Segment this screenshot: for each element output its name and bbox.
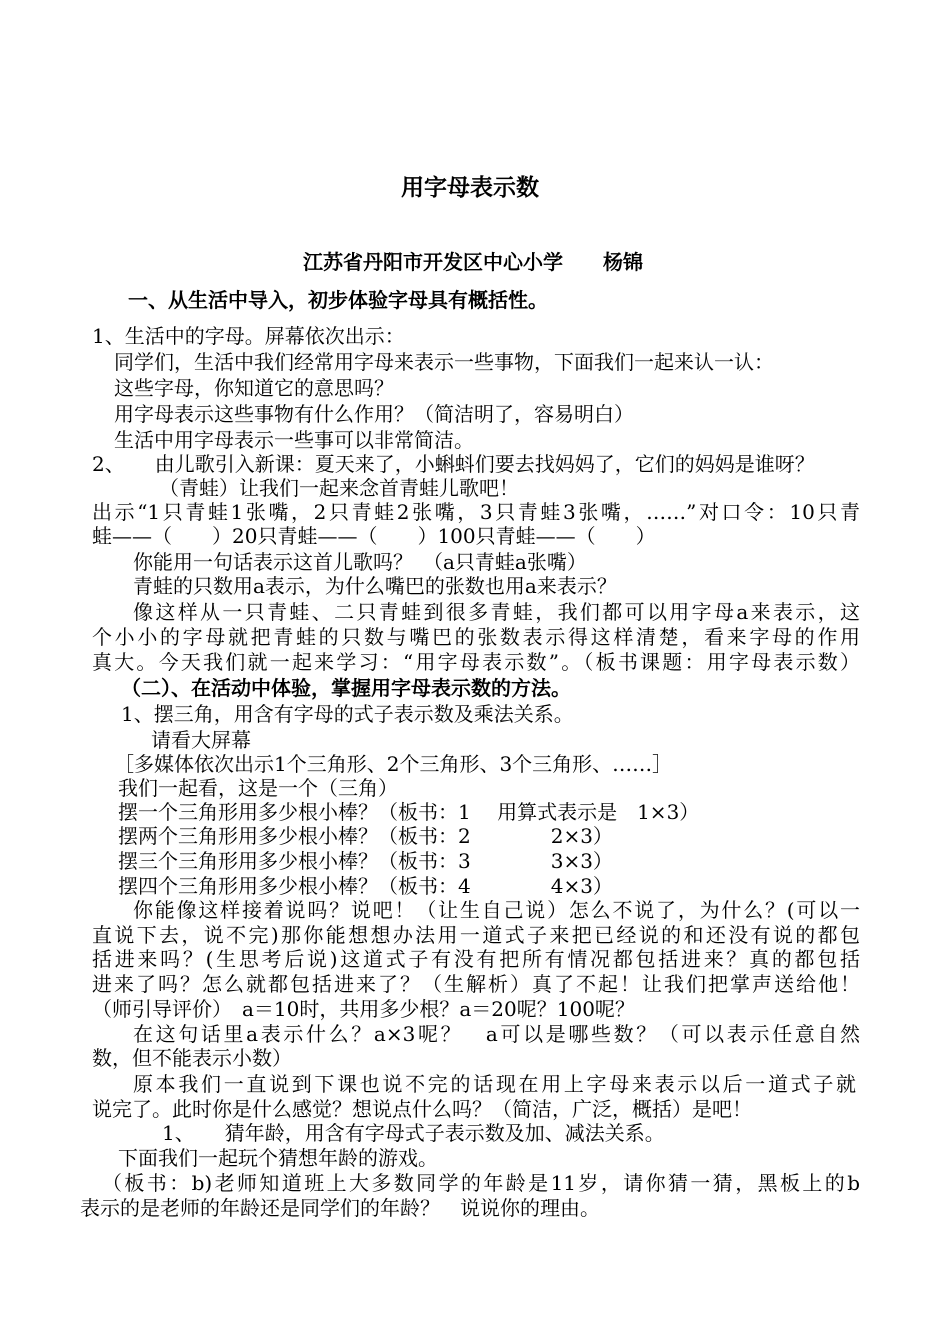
text-line: 我们一起看，这是一个（三角） <box>118 776 398 800</box>
text-line: ［多媒体依次出示1个三角形、2个三角形、3个三角形、……］ <box>114 752 673 776</box>
text-line: 表示的是老师的年龄还是同学们的年龄？ 说说你的理由。 <box>80 1196 600 1220</box>
text-line: 下面我们一起玩个猜想年龄的游戏。 <box>118 1146 438 1170</box>
text-line: 进来了吗？怎么就都包括进来了？（生解析）真了不起！让我们把掌声送给他！ <box>92 972 860 996</box>
text-line: 你能用一句话表示这首儿歌吗？ （a只青蛙a张嘴） <box>133 550 587 574</box>
list-item: 2、 由儿歌引入新课：夏天来了，小蝌蚪们要去找妈妈了，它们的妈妈是谁呀？ <box>92 452 815 476</box>
text-line: 摆两个三角形用多少根小棒？（板书：2 2×3） <box>118 824 613 848</box>
text-line: 个小小的字母就把青蛙的只数与嘴巴的张数表示得这样清楚，看来字母的作用 <box>92 625 860 649</box>
text-line: 青蛙的只数用a表示，为什么嘴巴的张数也用a来表示？ <box>133 574 617 598</box>
text-line: 括进来吗？(生思考后说)这道式子有没有把所有情况都包括进来？真的都包括 <box>92 947 860 971</box>
text-line: 生活中用字母表示一些事可以非常简洁。 <box>114 428 474 452</box>
list-item: 1、摆三角，用含有字母的式子表示数及乘法关系。 <box>121 702 574 726</box>
text-line: 蛙——（ ）20只青蛙——（ ）100只青蛙——（ ） <box>92 524 656 548</box>
text-line: 摆三个三角形用多少根小棒？（板书：3 3×3） <box>118 849 613 873</box>
page-title: 用字母表示数 <box>401 175 539 201</box>
text-line: 直说下去，说不完)那你能想想办法用一道式子来把已经说的和还没有说的都包 <box>92 923 860 947</box>
author-line: 江苏省丹阳市开发区中心小学 杨锦 <box>303 250 643 274</box>
text-line: 用字母表示这些事物有什么作用？（简洁明了，容易明白） <box>114 402 634 426</box>
text-line: 出示“1只青蛙1张嘴，2只青蛙2张嘴，3只青蛙3张嘴，……”对口令：10只青 <box>92 500 860 524</box>
text-line: 你能像这样接着说吗？说吧！（让生自己说）怎么不说了，为什么？(可以一 <box>133 898 860 922</box>
section-heading-1: 一、从生活中导入，初步体验字母具有概括性。 <box>128 288 548 312</box>
section-heading-2: （二）、在活动中体验，掌握用字母表示数的方法。 <box>121 676 571 700</box>
text-line: （青蛙）让我们一起来念首青蛙儿歌吧！ <box>159 476 519 500</box>
text-line: 摆一个三角形用多少根小棒？（板书：1 用算式表示是 1×3） <box>118 800 700 824</box>
text-line: 原本我们一直说到下课也说不完的话现在用上字母来表示以后一道式子就 <box>133 1072 856 1096</box>
text-line: 摆四个三角形用多少根小棒？（板书：4 4×3） <box>118 874 613 898</box>
text-line: （师引导评价） a＝10时，共用多少根？a＝20呢？100呢？ <box>92 997 635 1021</box>
text-line: 真大。今天我们就一起来学习：“用字母表示数”。（板书课题：用字母表示数） <box>92 650 860 674</box>
text-line: 同学们，生活中我们经常用字母来表示一些事物，下面我们一起来认一认： <box>114 350 774 374</box>
text-line: 说完了。此时你是什么感觉？想说点什么吗？（简洁，广泛，概括）是吧！ <box>92 1097 752 1121</box>
text-line: （板书：b)老师知道班上大多数同学的年龄是11岁，请你猜一猜，黑板上的b <box>102 1171 860 1195</box>
text-line: 在这句话里a表示什么？a×3呢？ a可以是哪些数？（可以表示任意自然 <box>133 1022 860 1046</box>
text-line: 数，但不能表示小数） <box>92 1046 292 1070</box>
text-line: 这些字母，你知道它的意思吗？ <box>114 376 394 400</box>
text-line: 请看大屏幕 <box>151 728 251 752</box>
list-item: 1、 猜年龄，用含有字母式子表示数及加、减法关系。 <box>162 1121 665 1145</box>
text-line: 像这样从一只青蛙、二只青蛙到很多青蛙，我们都可以用字母a来表示，这 <box>133 600 860 624</box>
list-item: 1、生活中的字母。屏幕依次出示： <box>92 324 405 348</box>
